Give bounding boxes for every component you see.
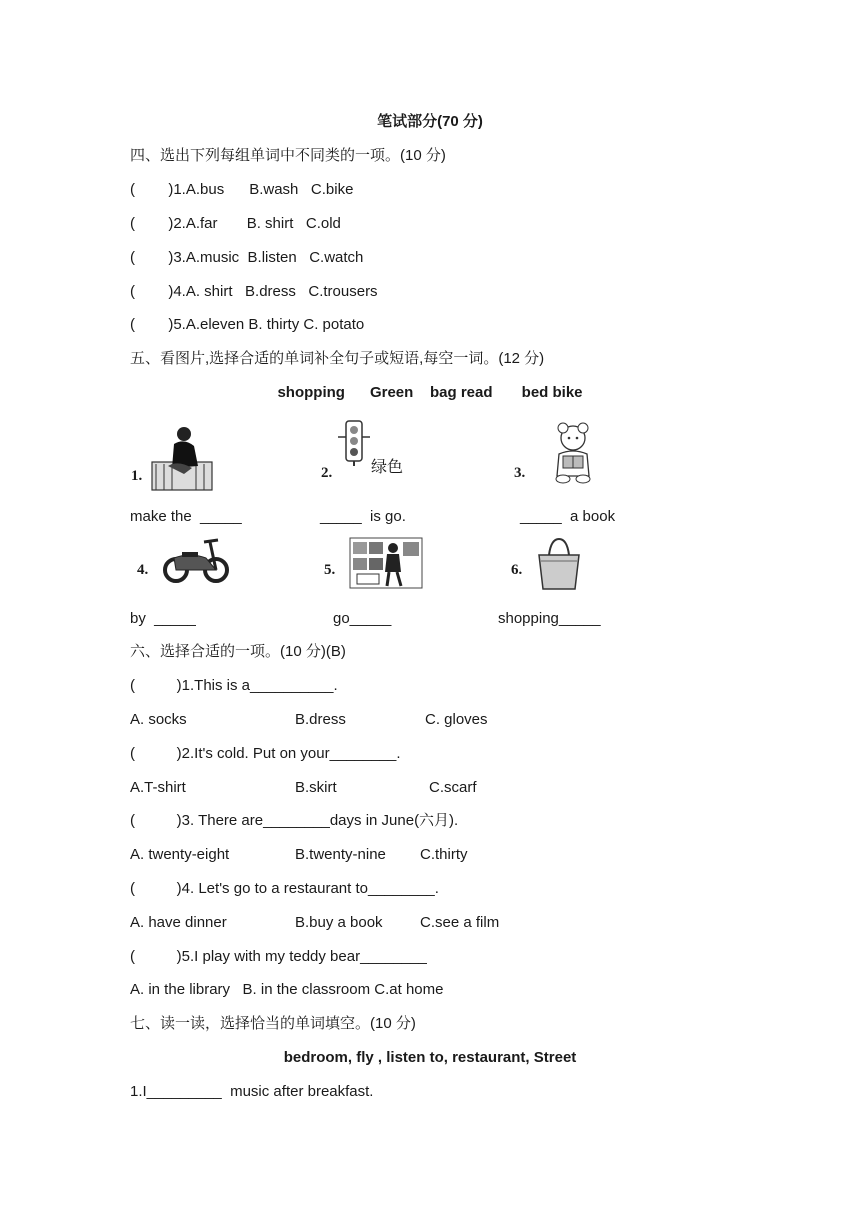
traffic-light-image — [336, 419, 372, 467]
section6-q2: ( )2.It's cold. Put on your________. — [130, 745, 401, 762]
bed-making-image — [148, 424, 216, 494]
q3-option-b: B.twenty-nine — [295, 846, 386, 863]
section6-q4: ( )4. Let's go to a restaurant to________. — [130, 880, 439, 897]
q1-option-a: A. socks — [130, 711, 187, 728]
pic-label-3: 3. — [514, 465, 526, 481]
fill-2: _____ is go. — [320, 508, 406, 525]
bike-image — [160, 536, 232, 586]
section4-item-3: ( )3.A.music B.listen C.watch — [130, 249, 364, 266]
section6-heading: 六、选择合适的一项。(10 分)(B) — [130, 643, 346, 660]
section7-q1: 1.I_________ music after breakfast. — [130, 1083, 374, 1100]
q4-option-c: C.see a film — [420, 914, 500, 931]
q2-option-c: C.scarf — [429, 779, 477, 796]
fill-5: go_____ — [333, 610, 392, 627]
section4-heading: 四、选出下列每组单词中不同类的一项。(10 分) — [130, 147, 446, 164]
traffic-light-caption: 绿色 — [371, 459, 404, 476]
girl-reading-image — [551, 420, 595, 484]
section4-item-1: ( )1.A.bus B.wash C.bike — [130, 181, 354, 198]
section6-q5: ( )5.I play with my teddy bear________ — [130, 948, 427, 965]
pic-label-4: 4. — [137, 562, 149, 578]
section4-item-5: ( )5.A.eleven B. thirty C. potato — [130, 316, 365, 333]
q2-option-b: B.skirt — [295, 779, 337, 796]
q4-option-b: B.buy a book — [295, 914, 383, 931]
fill-3: _____ a book — [520, 508, 616, 525]
section7-heading: 七、读一读，选择恰当的单词填空。(10 分) — [130, 1015, 416, 1032]
section6-q1: ( )1.This is a__________. — [130, 677, 338, 694]
section4-item-2: ( )2.A.far B. shirt C.old — [130, 215, 341, 232]
pic-label-1: 1. — [131, 468, 143, 484]
bag-image — [535, 537, 583, 591]
q4-option-a: A. have dinner — [130, 914, 227, 931]
section5-heading: 五、看图片,选择合适的单词补全句子或短语,每空一词。(12 分) — [130, 350, 545, 367]
fill-4: by _____ — [130, 610, 196, 627]
q3-option-a: A. twenty-eight — [130, 846, 230, 863]
q2-option-a: A.T-shirt — [130, 779, 186, 796]
q1-option-b: B.dress — [295, 711, 346, 728]
fill-6: shopping_____ — [498, 610, 601, 627]
section5-word-bank: shopping Green bag read bed bike — [277, 384, 583, 401]
shopping-image — [349, 536, 423, 590]
page-title: 笔试部分(70 分) — [377, 113, 483, 130]
q1-option-c: C. gloves — [425, 711, 488, 728]
q3-option-c: C.thirty — [420, 846, 468, 863]
pic-label-5: 5. — [324, 562, 336, 578]
fill-1: make the _____ — [130, 508, 242, 525]
section6-q3: ( )3. There are________days in June(六月). — [130, 812, 459, 829]
section7-word-bank: bedroom, fly , listen to, restaurant, Street — [283, 1049, 577, 1066]
q5-options: A. in the library B. in the classroom C.at home — [130, 981, 444, 998]
pic-label-2: 2. — [321, 465, 333, 481]
pic-label-6: 6. — [511, 562, 523, 578]
section4-item-4: ( )4.A. shirt B.dress C.trousers — [130, 283, 378, 300]
